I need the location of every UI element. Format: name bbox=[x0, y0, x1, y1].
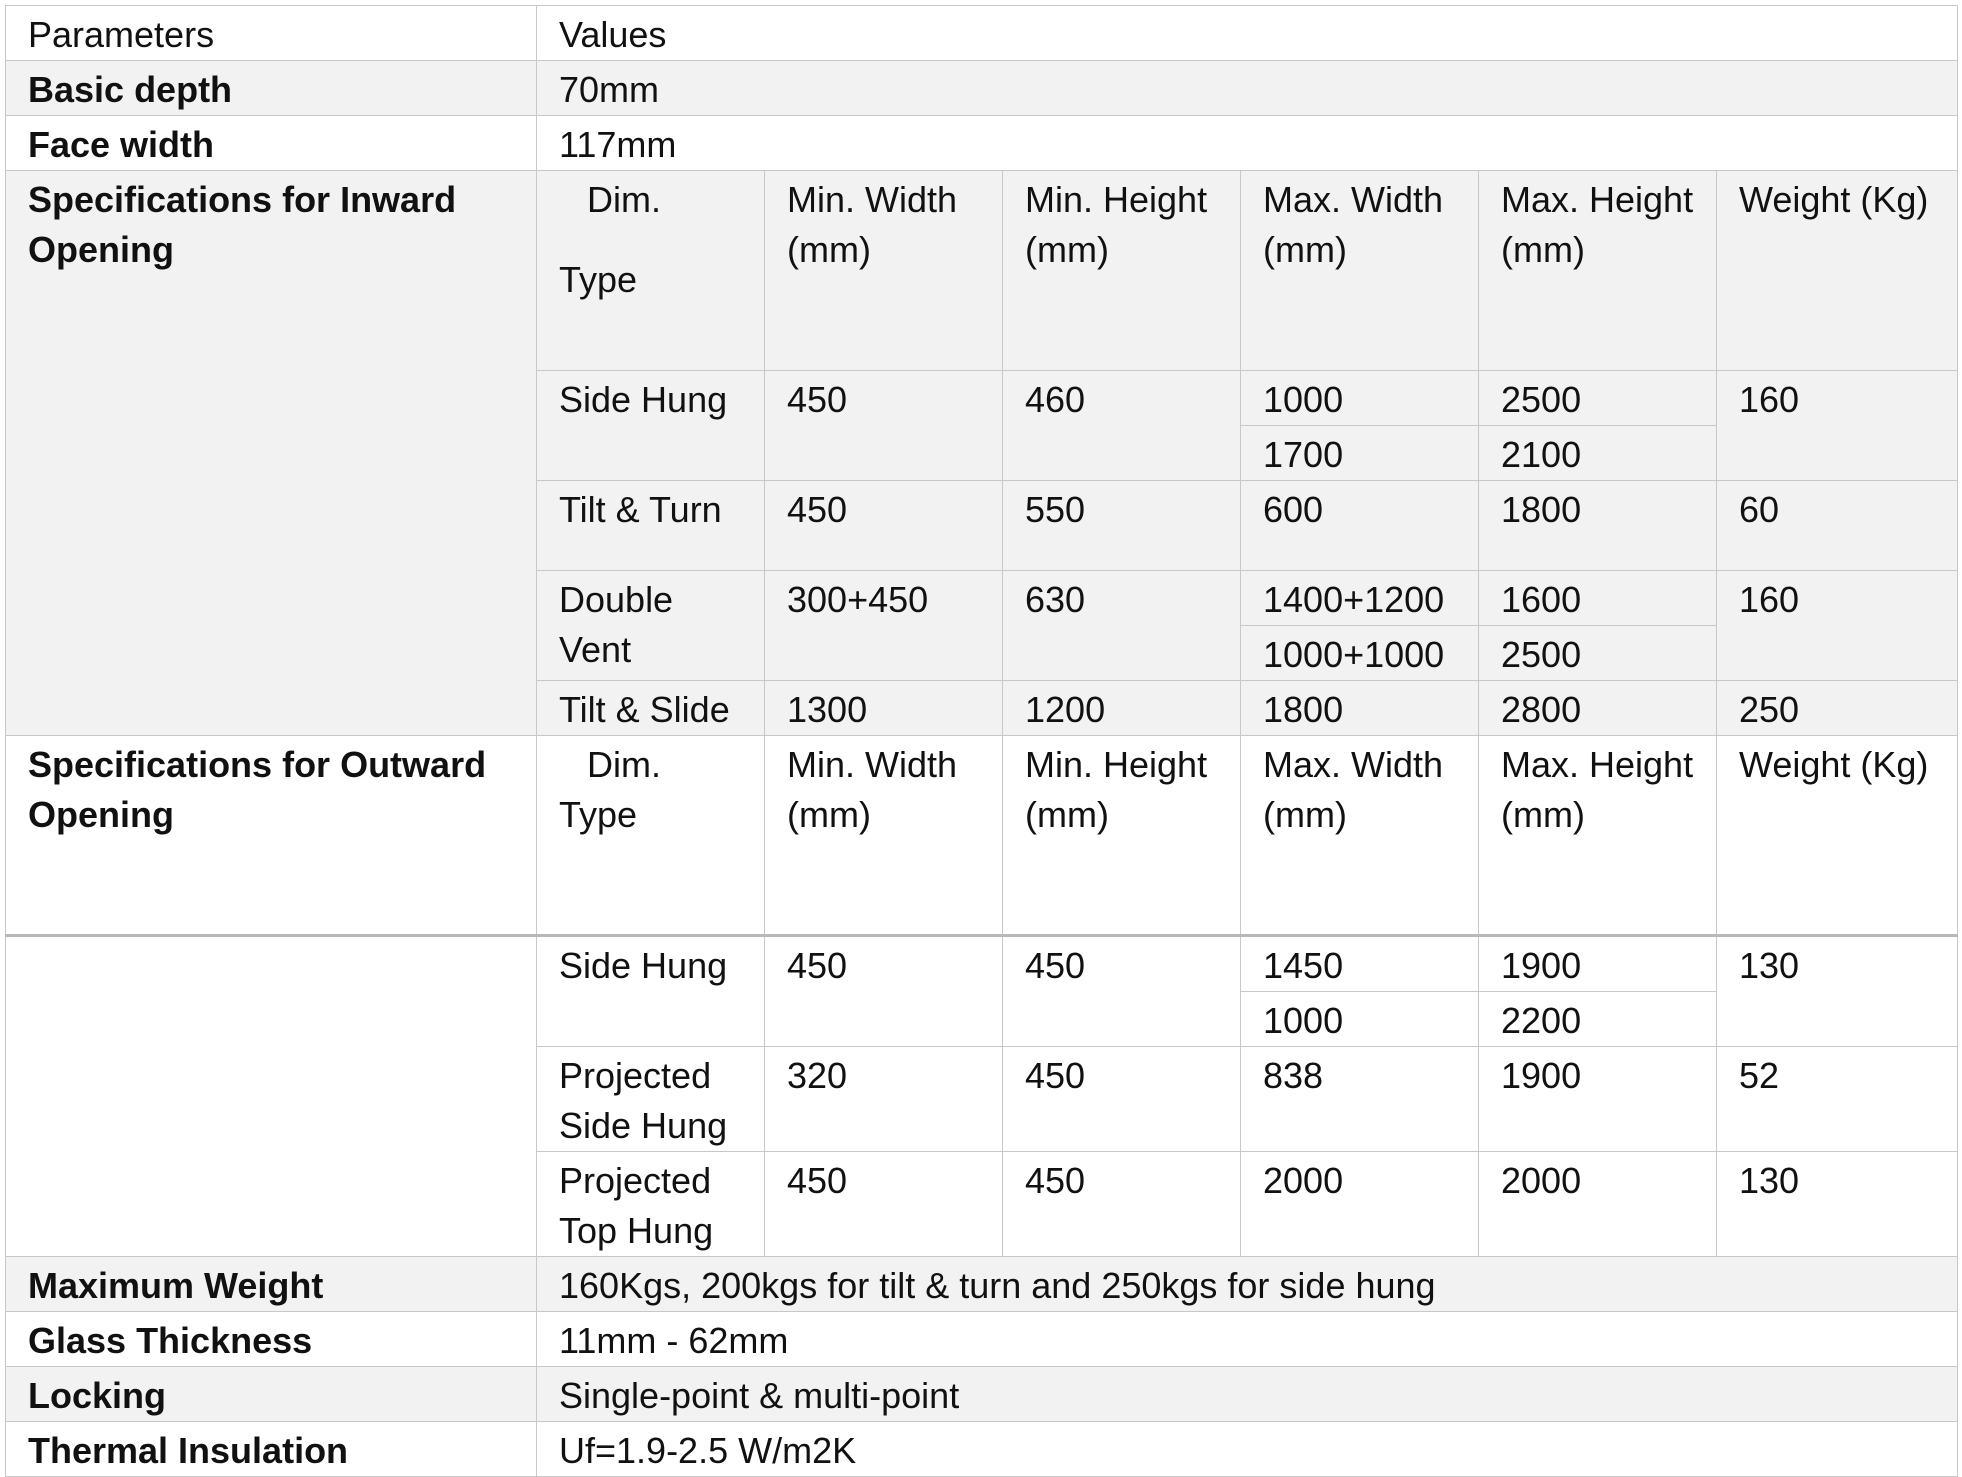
basic-depth-row bbox=[6, 61, 1958, 116]
inward-max-width-cell: 1400+1200 bbox=[1241, 571, 1479, 626]
inward-max-height-cell: 2500 bbox=[1479, 371, 1717, 426]
outward-blank-cell bbox=[6, 936, 537, 1257]
inward-min-width-cell: 1300 bbox=[765, 681, 1003, 736]
inward-col-min-width: Min. Width (mm) bbox=[765, 171, 1003, 371]
outward-header-row bbox=[6, 736, 1958, 936]
outward-max-width-cell: 1000 bbox=[1241, 992, 1479, 1047]
locking-row bbox=[6, 1367, 1958, 1422]
glass-thickness-row bbox=[6, 1312, 1958, 1367]
outward-min-height-cell: 450 bbox=[1003, 1152, 1241, 1257]
maximum-weight-value: 160Kgs, 200kgs for tilt & turn and 250kgs for side hung bbox=[537, 1257, 1958, 1312]
header-values: Values bbox=[537, 6, 1958, 61]
inward-col-min-height: Min. Height (mm) bbox=[1003, 171, 1241, 371]
outward-min-height-cell: 450 bbox=[1003, 936, 1241, 1047]
outward-weight-cell: 130 bbox=[1717, 936, 1958, 1047]
basic-depth-label: Basic depth bbox=[6, 61, 537, 116]
inward-weight-cell: 60 bbox=[1717, 481, 1958, 571]
thermal-insulation-row bbox=[6, 1422, 1958, 1477]
inward-max-height-cell: 2500 bbox=[1479, 626, 1717, 681]
outward-max-width-cell: 2000 bbox=[1241, 1152, 1479, 1257]
inward-max-width-cell: 1800 bbox=[1241, 681, 1479, 736]
maximum-weight-label: Maximum Weight bbox=[6, 1257, 537, 1312]
outward-max-height-cell: 1900 bbox=[1479, 936, 1717, 992]
glass-thickness-value: 11mm - 62mm bbox=[537, 1312, 1958, 1367]
inward-max-height-cell: 2100 bbox=[1479, 426, 1717, 481]
inward-min-height-cell: 630 bbox=[1003, 571, 1241, 681]
inward-header-row bbox=[6, 171, 1958, 371]
inward-weight-cell: 250 bbox=[1717, 681, 1958, 736]
inward-min-height-cell: 550 bbox=[1003, 481, 1241, 571]
inward-min-height-cell: 460 bbox=[1003, 371, 1241, 481]
face-width-row bbox=[6, 116, 1958, 171]
outward-row-side-hung bbox=[6, 936, 1958, 992]
outward-col-weight: Weight (Kg) bbox=[1717, 736, 1958, 936]
outward-weight-cell: 130 bbox=[1717, 1152, 1958, 1257]
outward-col-max-height: Max. Height (mm) bbox=[1479, 736, 1717, 936]
basic-depth-value: 70mm bbox=[537, 61, 1958, 116]
inward-dim-type-header bbox=[537, 171, 765, 371]
header-parameters: Parameters bbox=[6, 6, 537, 61]
inward-max-width-cell: 1700 bbox=[1241, 426, 1479, 481]
outward-dim-label: Dim. bbox=[587, 744, 661, 785]
outward-max-height-cell: 2000 bbox=[1479, 1152, 1717, 1257]
locking-label: Locking bbox=[6, 1367, 537, 1422]
outward-weight-cell: 52 bbox=[1717, 1047, 1958, 1152]
outward-col-min-height: Min. Height (mm) bbox=[1003, 736, 1241, 936]
inward-max-height-cell: 2800 bbox=[1479, 681, 1717, 736]
inward-max-height-cell: 1600 bbox=[1479, 571, 1717, 626]
outward-type-cell: Projected Side Hung bbox=[537, 1047, 765, 1152]
inward-min-height-cell: 1200 bbox=[1003, 681, 1241, 736]
inward-max-height-cell: 1800 bbox=[1479, 481, 1717, 571]
thermal-insulation-label: Thermal Insulation bbox=[6, 1422, 537, 1477]
outward-type-cell: Projected Top Hung bbox=[537, 1152, 765, 1257]
inward-weight-cell: 160 bbox=[1717, 371, 1958, 481]
inward-max-width-cell: 1000 bbox=[1241, 371, 1479, 426]
outward-min-width-cell: 450 bbox=[765, 1152, 1003, 1257]
header-row bbox=[6, 6, 1958, 61]
inward-col-weight: Weight (Kg) bbox=[1717, 171, 1958, 371]
inward-col-max-height: Max. Height (mm) bbox=[1479, 171, 1717, 371]
outward-col-max-width: Max. Width (mm) bbox=[1241, 736, 1479, 936]
outward-min-width-cell: 450 bbox=[765, 936, 1003, 1047]
face-width-value: 117mm bbox=[537, 116, 1958, 171]
inward-max-width-cell: 1000+1000 bbox=[1241, 626, 1479, 681]
inward-col-max-width: Max. Width (mm) bbox=[1241, 171, 1479, 371]
outward-dim-type-header bbox=[537, 736, 765, 936]
outward-max-height-cell: 2200 bbox=[1479, 992, 1717, 1047]
outward-col-min-width: Min. Width (mm) bbox=[765, 736, 1003, 936]
outward-max-height-cell: 1900 bbox=[1479, 1047, 1717, 1152]
inward-label: Specifications for Inward Opening bbox=[6, 171, 537, 736]
inward-min-width-cell: 450 bbox=[765, 371, 1003, 481]
inward-dim-label: Dim. bbox=[587, 179, 661, 220]
thermal-insulation-value: Uf=1.9-2.5 W/m2K bbox=[537, 1422, 1958, 1477]
inward-max-width-cell: 600 bbox=[1241, 481, 1479, 571]
outward-type-label: Type bbox=[559, 794, 638, 835]
outward-label: Specifications for Outward Opening bbox=[6, 736, 537, 936]
outward-max-width-cell: 1450 bbox=[1241, 936, 1479, 992]
inward-type-cell: Tilt & Turn bbox=[537, 481, 765, 571]
inward-min-width-cell: 300+450 bbox=[765, 571, 1003, 681]
outward-max-width-cell: 838 bbox=[1241, 1047, 1479, 1152]
inward-weight-cell: 160 bbox=[1717, 571, 1958, 681]
glass-thickness-label: Glass Thickness bbox=[6, 1312, 537, 1367]
specifications-table bbox=[5, 5, 1958, 1477]
maximum-weight-row bbox=[6, 1257, 1958, 1312]
inward-min-width-cell: 450 bbox=[765, 481, 1003, 571]
outward-min-width-cell: 320 bbox=[765, 1047, 1003, 1152]
outward-type-cell: Side Hung bbox=[537, 936, 765, 1047]
inward-type-cell: Side Hung bbox=[537, 371, 765, 481]
outward-min-height-cell: 450 bbox=[1003, 1047, 1241, 1152]
face-width-label: Face width bbox=[6, 116, 537, 171]
inward-type-cell: Tilt & Slide bbox=[537, 681, 765, 736]
inward-type-label: Type bbox=[559, 259, 638, 300]
locking-value: Single-point & multi-point bbox=[537, 1367, 1958, 1422]
inward-type-cell: Double Vent bbox=[537, 571, 765, 681]
